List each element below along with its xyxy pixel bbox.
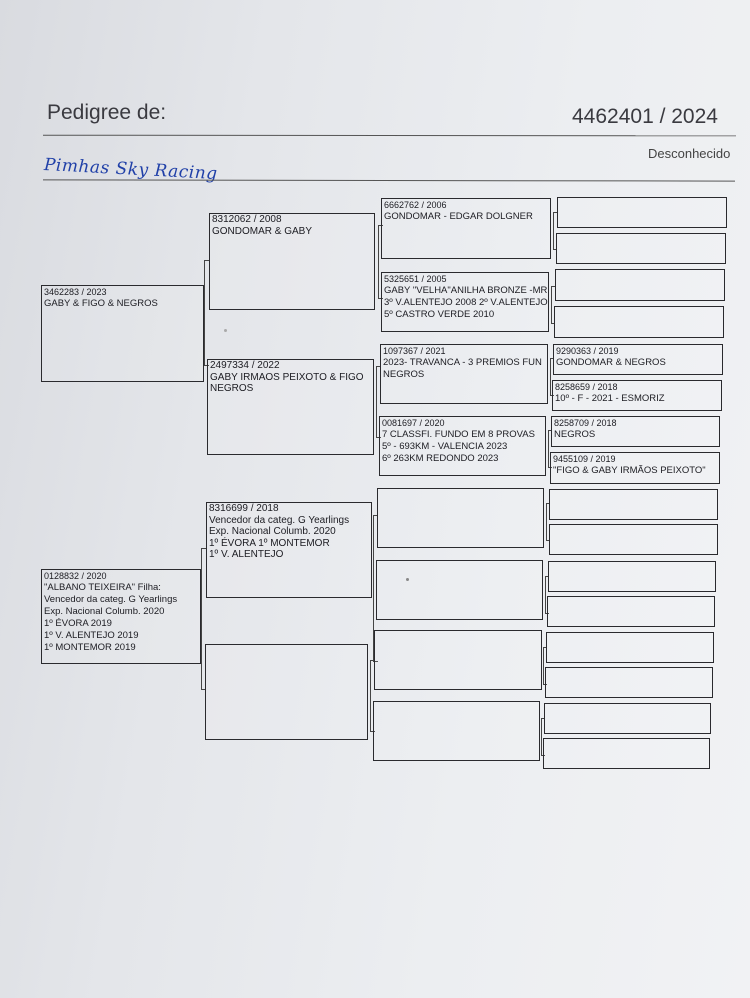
g3-2-line: 5º CASTRO VERDE 2010 <box>384 309 495 320</box>
g3-1-line: GONDOMAR - EDGAR DOLGNER <box>384 211 533 222</box>
g4-box-16 <box>543 738 710 769</box>
g4-box-1 <box>557 197 727 228</box>
g3-box-6 <box>376 560 543 620</box>
g3-2-line: GABY "VELHA"ANILHA BRONZE -MR <box>384 285 548 296</box>
g3-4-line: 5º - 693KM - VALENCIA 2023 <box>382 441 508 452</box>
g4-box-7 <box>551 416 720 447</box>
dam-line: 1º V. ALENTEJO 2019 <box>44 630 139 641</box>
g3-box-4 <box>379 416 546 476</box>
g3-4-line: 6º 263KM REDONDO 2023 <box>382 453 499 464</box>
dam-line: 1º MONTEMOR 2019 <box>44 642 136 653</box>
g3-box-8 <box>373 701 540 761</box>
registration-number: 4462401 / 2024 <box>572 105 718 128</box>
g4-box-14 <box>545 667 713 698</box>
g4-box-12 <box>547 596 715 627</box>
g4-8-line: "FIGO & GABY IRMÃOS PEIXOTO" <box>553 465 706 476</box>
sire-box <box>41 285 204 382</box>
sire-dam-line: GABY IRMAOS PEIXOTO & FIGO <box>210 371 364 383</box>
g4-box-4 <box>554 306 724 338</box>
g3-box-1 <box>381 198 551 259</box>
dam-sire-line: Vencedor da categ. G Yearlings <box>209 514 350 526</box>
sire-sire-box <box>209 213 375 310</box>
g3-1-ring: 6662762 / 2006 <box>384 200 447 210</box>
g3-3-ring: 1097367 / 2021 <box>383 346 446 356</box>
owner-rule <box>43 179 735 181</box>
dam-sire-line: 1º ÉVORA 1º MONTEMOR <box>209 537 330 549</box>
g4-7-line: NEGROS <box>554 429 596 440</box>
dam-line: Exp. Nacional Columb. 2020 <box>44 606 165 617</box>
g3-4-line: 7 CLASSFI. FUNDO EM 8 PROVAS <box>382 429 535 440</box>
paper-speck <box>224 329 227 332</box>
header-rule <box>43 135 736 137</box>
g3-4-ring: 0081697 / 2020 <box>382 418 445 428</box>
sire-line: GABY & FIGO & NEGROS <box>44 298 158 309</box>
g4-box-11 <box>548 561 716 592</box>
page-title: Pedigree de: <box>47 101 167 124</box>
g4-6-line: 10º - F - 2021 - ESMORIZ <box>555 393 665 404</box>
g3-3-line: NEGROS <box>383 369 425 380</box>
dam-sire-ring: 8316699 / 2018 <box>209 503 279 514</box>
sire-dam-ring: 2497334 / 2022 <box>210 360 280 371</box>
g3-3-line: 2023- TRAVANCA - 3 PREMIOS FUN <box>383 357 542 368</box>
g4-8-ring: 9455109 / 2019 <box>553 454 616 464</box>
sire-dam-box <box>207 359 374 455</box>
g4-box-9 <box>549 489 718 520</box>
dam-ring: 0128832 / 2020 <box>44 571 107 581</box>
g3-box-7 <box>374 630 542 690</box>
g4-box-3 <box>555 269 725 301</box>
dam-line: Vencedor da categ. G Yearlings <box>44 594 178 605</box>
dam-sire-line: Exp. Nacional Columb. 2020 <box>209 526 336 537</box>
sire-sire-line: GONDOMAR & GABY <box>212 225 313 237</box>
g4-box-5 <box>553 344 723 375</box>
g3-box-2 <box>381 272 549 332</box>
dam-dam-box <box>205 644 368 740</box>
g3-2-ring: 5325651 / 2005 <box>384 274 447 284</box>
g4-5-ring: 9290363 / 2019 <box>556 346 619 356</box>
g4-box-2 <box>556 233 726 264</box>
g4-5-line: GONDOMAR & NEGROS <box>556 357 666 368</box>
dam-box <box>41 569 201 664</box>
g3-2-line: 3º V.ALENTEJO 2008 2º V.ALENTEJO <box>384 297 548 308</box>
g4-6-ring: 8258659 / 2018 <box>555 382 618 392</box>
g3-box-3 <box>380 344 548 404</box>
g3-box-5 <box>377 488 544 548</box>
sire-sire-ring: 8312062 / 2008 <box>212 214 282 225</box>
dam-line: "ALBANO TEIXEIRA" Filha: <box>44 582 161 593</box>
sire-dam-line: NEGROS <box>210 383 254 394</box>
paper-speck <box>406 578 409 581</box>
g4-box-8 <box>550 452 720 484</box>
dam-line: 1º ÉVORA 2019 <box>44 618 112 629</box>
owner-signature: Pimhas Sky Racing <box>43 155 219 185</box>
g4-box-15 <box>544 703 711 734</box>
g4-box-6 <box>552 380 722 411</box>
g4-7-ring: 8258709 / 2018 <box>554 418 617 428</box>
g4-box-13 <box>546 632 714 663</box>
dam-sire-box <box>206 502 372 598</box>
g4-box-10 <box>549 524 718 555</box>
dam-sire-line: 1º V. ALENTEJO <box>209 549 284 560</box>
status-label: Desconhecido <box>648 146 731 161</box>
sire-ring: 3462283 / 2023 <box>44 287 107 297</box>
